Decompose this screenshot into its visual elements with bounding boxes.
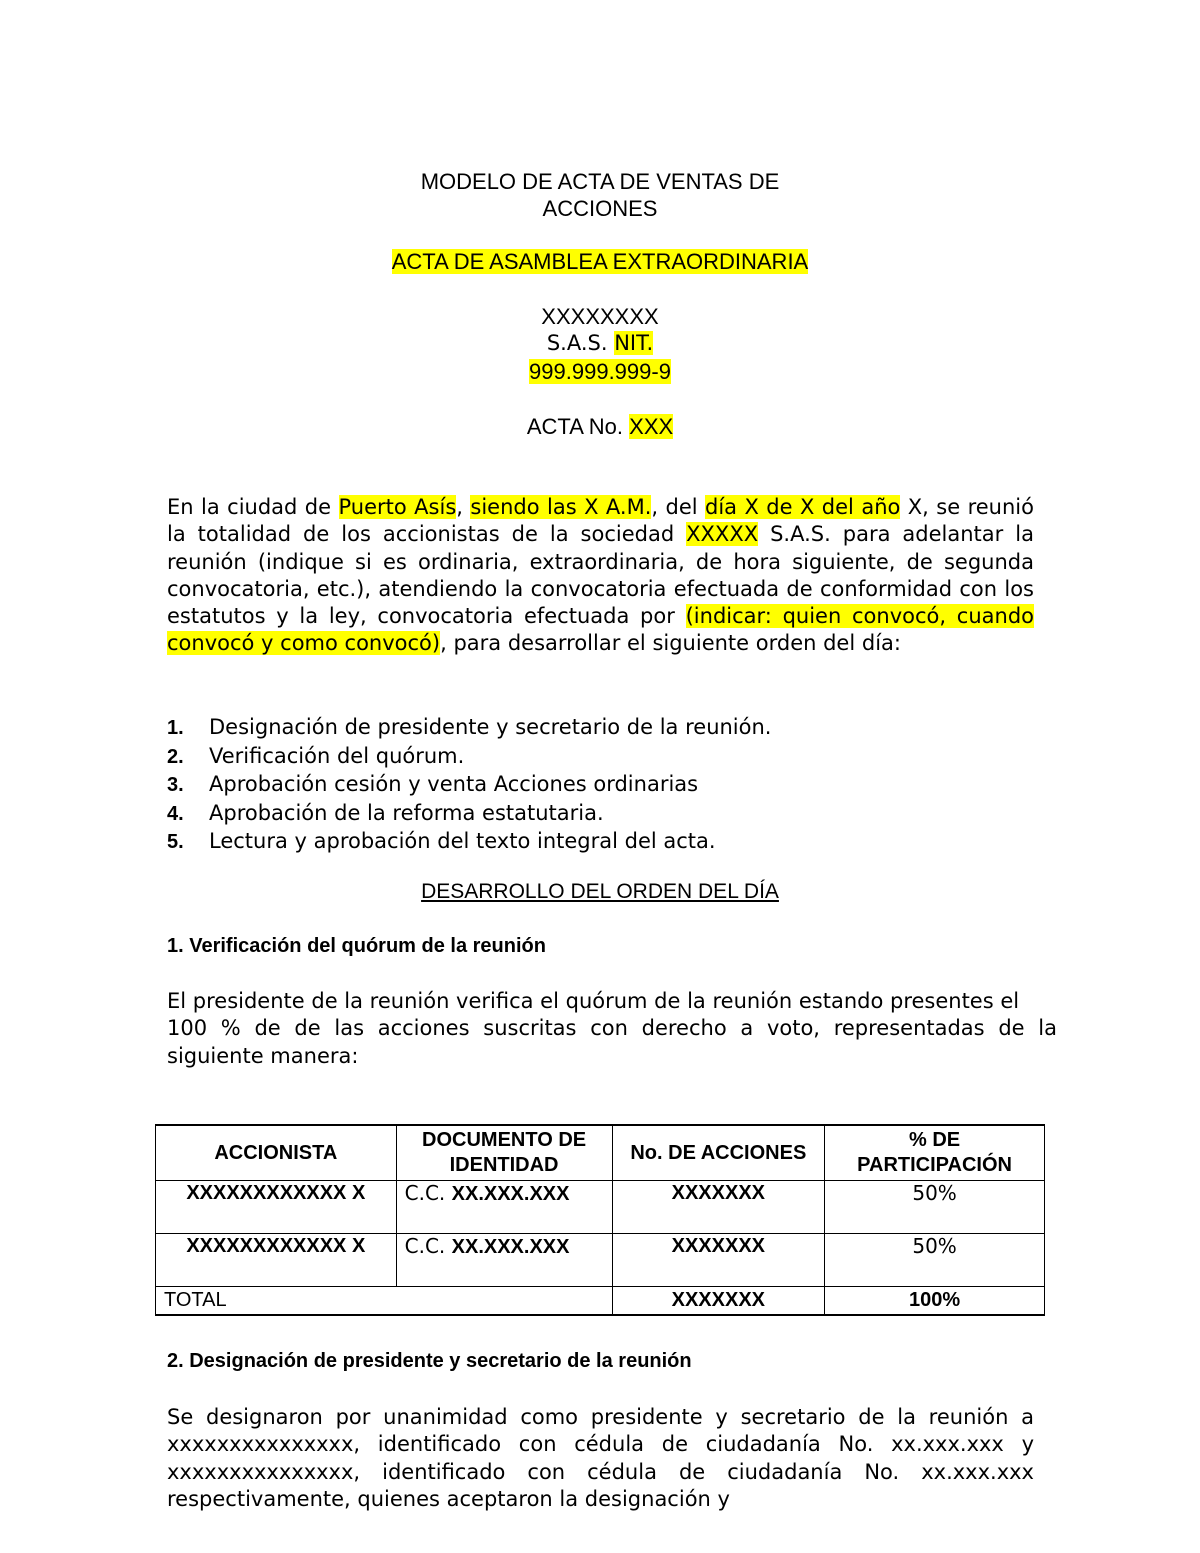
shareholders-table — [155, 1124, 1045, 1316]
company-nit-line — [0, 331, 1200, 355]
intro-text-5: S.A.S. para adelantar la reunión (indique si es ordinaria, extraordinaria, de hora siguiente, de segunda convocatoria, etc.), atendiendo la convocatoria efectuada de conformidad con los estatutos y la ley, convocatoria efectuada por — [167, 522, 1034, 629]
agenda-item — [167, 714, 771, 743]
holder-cell: XXXXXXXXXXXX X — [156, 1234, 397, 1287]
nit-number: 999.999.999-9 — [529, 359, 671, 384]
document-title — [0, 168, 1200, 222]
agenda-text: Designación de presidente y secretario de la reunión. — [209, 715, 772, 739]
intro-convocation-b: convocó y como convocó) — [167, 631, 441, 656]
company-name-text: XXXXXXXX — [541, 304, 659, 329]
document-cell — [396, 1181, 612, 1234]
acta-number: XXX — [629, 414, 674, 439]
document-number: XX.XXX.XXX — [451, 1236, 570, 1258]
subtitle-text: ACTA DE ASAMBLEA EXTRAORDINARIA — [391, 249, 809, 274]
company-name — [0, 304, 1200, 330]
shares-cell: XXXXXXX — [612, 1234, 825, 1287]
company-type: S.A.S. — [546, 331, 608, 355]
agenda-item — [167, 800, 771, 829]
table-header-row — [156, 1125, 1045, 1181]
intro-paragraph — [167, 494, 1034, 658]
section-2-text: Se designaron por unanimidad como presidente y secretario de la reunión a xxxxxxxxxxxxxxx, identificado con cédula de ciudadanía No. xx.xxx.xxx y xxxxxxxxxxxxxxx, identificado con cédula de ciudadanía No. xx.xxx.xxx respectivamente, quienes aceptaron la designación y — [167, 1405, 1034, 1511]
agenda-item — [167, 771, 771, 800]
table-row — [156, 1234, 1045, 1287]
intro-text-1: En la ciudad de — [167, 495, 332, 519]
agenda-text: Aprobación cesión y venta Acciones ordinarias — [209, 772, 699, 796]
document-prefix: C.C. — [404, 1181, 446, 1205]
agenda-number: 5. — [167, 831, 184, 853]
section-1-text-a: El presidente de la reunión verifica el quórum de la reunión estando presentes el — [167, 989, 1020, 1013]
column-header-percentage: % DE PARTICIPACIÓN — [825, 1125, 1045, 1181]
intro-text-2: , — [456, 495, 463, 519]
document-number: XX.XXX.XXX — [451, 1183, 570, 1205]
column-header-document: DOCUMENTO DE IDENTIDAD — [396, 1125, 612, 1181]
total-percentage: 100% — [825, 1287, 1045, 1316]
total-label: TOTAL — [156, 1287, 613, 1316]
table-total-row — [156, 1287, 1045, 1316]
section-1-text-b: 100 % de de las acciones suscritas con derecho a voto, representadas de la siguiente manera: — [167, 1016, 1057, 1068]
intro-date: día X de X del año — [705, 495, 901, 519]
agenda-item — [167, 828, 771, 857]
agenda-number: 2. — [167, 745, 184, 768]
agenda-list — [167, 714, 771, 857]
intro-text-6: , para desarrollar el siguiente orden del día: — [440, 631, 901, 656]
shares-cell: XXXXXXX — [612, 1181, 825, 1234]
holder-cell: XXXXXXXXXXXX X — [156, 1181, 397, 1234]
percentage-cell: 50% — [825, 1181, 1045, 1234]
section-1-text — [167, 988, 1057, 1070]
agenda-text: Aprobación de la reforma estatutaria. — [209, 800, 604, 825]
section-2-heading: 2. Designación de presidente y secretario de la reunión — [167, 1350, 692, 1372]
intro-text-3: , del — [651, 495, 698, 519]
section-1-heading: 1. Verificación del quórum de la reunión — [167, 935, 546, 957]
intro-text-4: X, se reunió la totalidad de los accionistas de la sociedad — [167, 495, 1034, 547]
document-cell — [396, 1234, 612, 1287]
agenda-number: 1. — [167, 717, 184, 739]
percentage-cell: 50% — [825, 1234, 1045, 1287]
agenda-number: 4. — [167, 802, 184, 825]
title-line-2: ACCIONES — [542, 196, 658, 221]
nit-number-line — [0, 359, 1200, 385]
column-header-shares: No. DE ACCIONES — [612, 1125, 825, 1181]
document-subtitle — [0, 249, 1200, 275]
agenda-text: Lectura y aprobación del texto integral del acta. — [209, 829, 716, 853]
agenda-item — [167, 743, 771, 772]
agenda-text: Verificación del quórum. — [209, 743, 465, 768]
intro-convocation-a: (indicar: quien convocó, cuando — [685, 604, 1034, 629]
table-row — [156, 1181, 1045, 1234]
title-line-1: MODELO DE ACTA DE VENTAS DE — [420, 169, 780, 194]
intro-city: Puerto Asís — [338, 495, 457, 519]
section-title: DESARROLLO DEL ORDEN DEL DÍA — [421, 880, 779, 903]
nit-label: NIT. — [614, 331, 654, 355]
total-shares: XXXXXXX — [612, 1287, 825, 1316]
intro-time: siendo las X A.M. — [470, 495, 652, 519]
column-header-holder: ACCIONISTA — [156, 1125, 397, 1181]
acta-number-line — [0, 414, 1200, 440]
agenda-number: 3. — [167, 774, 184, 796]
document-prefix: C.C. — [404, 1234, 446, 1258]
acta-label: ACTA No. — [526, 414, 624, 439]
intro-company: XXXXX — [686, 522, 759, 547]
